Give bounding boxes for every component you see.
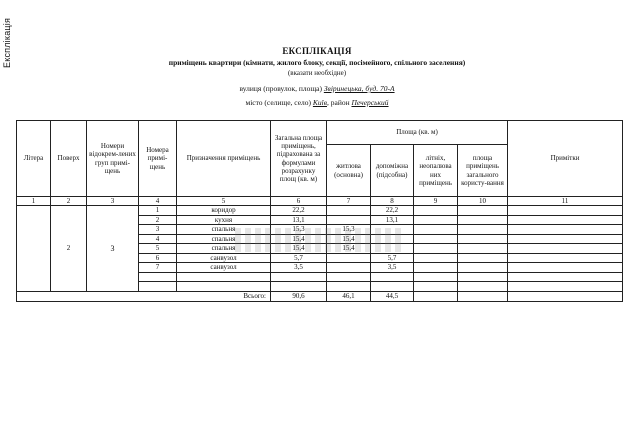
room-notes [508, 234, 623, 244]
street-value: Звіринецька, буд. 70-А [323, 84, 395, 93]
column-number: 4 [139, 197, 177, 206]
room-common-area [458, 263, 508, 273]
col-header-balcony: літніх, неопалюва них приміщень [414, 145, 458, 197]
room-no: 7 [139, 263, 177, 273]
room-living-area [327, 263, 371, 273]
col-header-room-no: Номера примі-щень [139, 121, 177, 197]
room-total-area: 15,4 [271, 244, 327, 254]
room-total-area: 5,7 [271, 253, 327, 263]
document-subtitle: приміщень квартири (кімнати, жилого блоку, секції, посімейного, спільного заселення) [168, 58, 466, 67]
room-no: 4 [139, 234, 177, 244]
room-common-area [458, 206, 508, 216]
blank-cell [458, 272, 508, 282]
room-balcony-area [414, 225, 458, 235]
column-number: 9 [414, 197, 458, 206]
room-aux-area: 3,5 [371, 263, 414, 273]
blank-cell [371, 272, 414, 282]
col-header-total-area: Загальна площа приміщень, підрахована за формулами розрахунку площ (кв. м) [271, 121, 327, 197]
side-label: Експлікація [2, 17, 12, 68]
column-number: 6 [271, 197, 327, 206]
room-notes [508, 225, 623, 235]
room-notes [508, 263, 623, 273]
room-living-area: 15,3 [327, 225, 371, 235]
room-total-area: 15,3 [271, 225, 327, 235]
blank-cell [327, 282, 371, 292]
room-common-area [458, 234, 508, 244]
total-aux-area: 44,5 [371, 291, 414, 301]
col-header-floor: Поверх [51, 121, 87, 197]
district-prefix: , район [326, 98, 350, 107]
column-number: 10 [458, 197, 508, 206]
column-numbers-row [17, 197, 623, 206]
column-number: 3 [87, 197, 139, 206]
room-purpose: кухня [177, 215, 271, 225]
blank-cell [414, 282, 458, 292]
room-common-area [458, 215, 508, 225]
col-header-living: житлова (основна) [327, 145, 371, 197]
room-common-area [458, 225, 508, 235]
document-note: (вказати необхідне) [287, 69, 347, 77]
document-title: ЕКСПЛІКАЦІЯ [282, 46, 352, 56]
room-aux-area: 13,1 [371, 215, 414, 225]
explication-table [16, 120, 623, 302]
room-balcony-area [414, 263, 458, 273]
column-number: 2 [51, 197, 87, 206]
blank-cell [271, 272, 327, 282]
blank-cell [139, 272, 177, 282]
room-notes [508, 253, 623, 263]
room-balcony-area [414, 215, 458, 225]
total-notes [508, 291, 623, 301]
room-purpose: спальня [177, 225, 271, 235]
col-header-common: площа приміщень загального користу-вання [458, 145, 508, 197]
room-notes [508, 244, 623, 254]
blank-cell [508, 282, 623, 292]
blank-cell [139, 282, 177, 292]
total-row [17, 291, 623, 301]
room-aux-area: 22,2 [371, 206, 414, 216]
col-header-purpose: Призначення приміщень [177, 121, 271, 197]
blank-cell [271, 282, 327, 292]
column-number: 8 [371, 197, 414, 206]
room-balcony-area [414, 244, 458, 254]
blank-cell [458, 282, 508, 292]
col-header-group: Номери відокрем-лених груп примі-щень [87, 121, 139, 197]
street-line [0, 84, 634, 93]
blank-cell [177, 272, 271, 282]
room-purpose: санвузол [177, 263, 271, 273]
room-living-area [327, 253, 371, 263]
watermark-overlay [235, 228, 405, 252]
city-line [0, 98, 634, 107]
room-purpose: коридор [177, 206, 271, 216]
room-living-area: 15,4 [327, 234, 371, 244]
blank-cell [371, 282, 414, 292]
column-number: 1 [17, 197, 51, 206]
column-number: 5 [177, 197, 271, 206]
total-label: Всього: [17, 291, 271, 301]
room-no: 3 [139, 225, 177, 235]
district-value: Печерський [351, 98, 389, 107]
group-cell: 3 [87, 206, 139, 292]
room-no: 6 [139, 253, 177, 263]
column-number: 11 [508, 197, 623, 206]
col-header-area-group: Площа (кв. м) [327, 121, 508, 145]
room-balcony-area [414, 234, 458, 244]
room-aux-area: 5,7 [371, 253, 414, 263]
blank-cell [508, 272, 623, 282]
room-common-area [458, 244, 508, 254]
room-purpose: спальня [177, 244, 271, 254]
total-area: 90,6 [271, 291, 327, 301]
room-balcony-area [414, 253, 458, 263]
total-balcony-area [414, 291, 458, 301]
room-no: 1 [139, 206, 177, 216]
room-living-area [327, 215, 371, 225]
room-living-area [327, 206, 371, 216]
room-purpose: санвузол [177, 253, 271, 263]
city-value: Київ [312, 98, 327, 107]
table-row [17, 206, 623, 216]
room-notes [508, 215, 623, 225]
col-header-litera: Літера [17, 121, 51, 197]
col-header-notes: Примітки [508, 121, 623, 197]
total-living-area: 46,1 [327, 291, 371, 301]
room-balcony-area [414, 206, 458, 216]
room-total-area: 3,5 [271, 263, 327, 273]
city-prefix: місто (селище, село) [245, 98, 312, 107]
total-common-area [458, 291, 508, 301]
column-number: 7 [327, 197, 371, 206]
room-purpose: спальня [177, 234, 271, 244]
litera-cell [17, 206, 51, 292]
room-no: 2 [139, 215, 177, 225]
room-living-area: 15,4 [327, 244, 371, 254]
col-header-auxiliary: допоміжна (підсобна) [371, 145, 414, 197]
room-total-area: 15,4 [271, 234, 327, 244]
room-common-area [458, 253, 508, 263]
floor-cell: 2 [51, 206, 87, 292]
room-notes [508, 206, 623, 216]
room-no: 5 [139, 244, 177, 254]
blank-cell [414, 272, 458, 282]
room-total-area: 22,2 [271, 206, 327, 216]
blank-cell [177, 282, 271, 292]
blank-cell [327, 272, 371, 282]
street-prefix: вулиця (провулок, площа) [239, 84, 322, 93]
room-total-area: 13,1 [271, 215, 327, 225]
